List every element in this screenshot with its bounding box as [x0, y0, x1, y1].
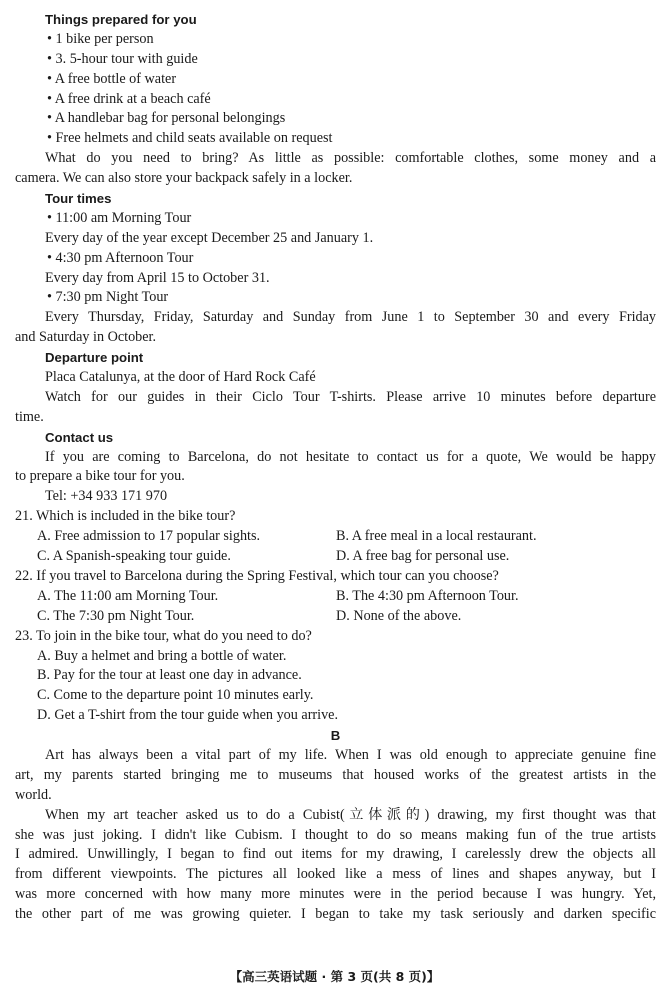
passage-line: the other part of me was growing quieter. I began to take my task seriously and darken specific: [15, 906, 656, 923]
option-c: C. A Spanish-speaking tour guide.: [37, 548, 231, 565]
option-a: A. Free admission to 17 popular sights.: [37, 528, 261, 545]
watch-text-line: time.: [15, 408, 44, 425]
bring-text-line: What do you need to bring? As little as possible: comfortable clothes, some money and a: [45, 150, 656, 167]
passage-line: world.: [15, 786, 52, 803]
option-a: A. The 11:00 am Morning Tour.: [37, 587, 219, 604]
question-22: 22. If you travel to Barcelona during the Spring Festival, which tour can you choose?: [15, 567, 499, 584]
option-c: C. Come to the departure point 10 minutes early.: [37, 687, 314, 704]
passage-line: was more concerned with how many more minutes were in the period because I was hungry. Yet,: [15, 886, 656, 903]
morning-tour: • 11:00 am Morning Tour: [47, 209, 192, 226]
option-b: B. A free meal in a local restaurant.: [336, 528, 537, 545]
options-row: [15, 527, 656, 547]
passage-line: she was just joking. I didn't like Cubism. I thought to do so means making fun of the true artists: [15, 826, 656, 843]
list-item: • A handlebar bag for personal belongings: [47, 110, 286, 127]
bring-text-line: camera. We can also store your backpack safely in a locker.: [15, 170, 353, 187]
afternoon-tour: • 4:30 pm Afternoon Tour: [47, 249, 194, 266]
option-d: D. A free bag for personal use.: [336, 548, 510, 565]
contact-text-line: If you are coming to Barcelona, do not hesitate to contact us for a quote, We would be happy: [45, 448, 656, 465]
watch-text-line: Watch for our guides in their Ciclo Tour T-shirts. Please arrive 10 minutes before departure: [45, 388, 656, 405]
list-item: • A free bottle of water: [47, 70, 177, 87]
options-row: [15, 547, 656, 567]
things-heading: Things prepared for you: [45, 12, 197, 27]
options-row: [15, 587, 656, 607]
list-item: • 1 bike per person: [47, 30, 154, 47]
question-21: 21. Which is included in the bike tour?: [15, 508, 236, 525]
page-footer: 【高三英语试题 · 第 3 页(共 8 页)】: [229, 969, 440, 984]
option-c: C. The 7:30 pm Night Tour.: [37, 607, 195, 624]
list-item: • A free drink at a beach café: [47, 90, 211, 107]
passage-line: art, my parents started bringing me to museums that housed works of the greatest artists in the: [15, 766, 656, 783]
option-d: D. None of the above.: [336, 607, 462, 624]
option-a: A. Buy a helmet and bring a bottle of water.: [37, 647, 287, 664]
passage-line: I admired. Unwillingly, I began to find out items for my drawing, I carelessly drew the objects all: [15, 846, 656, 863]
night-tour: • 7:30 pm Night Tour: [47, 289, 169, 306]
departure-heading: Departure point: [45, 350, 144, 366]
morning-tour-desc: Every day of the year except December 25 and January 1.: [45, 229, 374, 246]
passage-line: Art has always been a vital part of my life. When I was old enough to appreciate genuine fine: [45, 746, 656, 763]
passage-line: When my art teacher asked us to do a Cubist(立体派的) drawing, my first thought was that: [45, 806, 656, 823]
option-b: B. Pay for the tour at least one day in advance.: [37, 667, 302, 684]
night-tour-desc: and Saturday in October.: [15, 329, 157, 346]
question-23: 23. To join in the bike tour, what do you need to do?: [15, 627, 312, 644]
contact-heading: Contact us: [45, 429, 114, 445]
departure-place: Placa Catalunya, at the door of Hard Rock Café: [45, 369, 316, 386]
night-tour-desc: Every Thursday, Friday, Saturday and Sunday from June 1 to September 30 and every Friday: [45, 309, 656, 326]
options-row: [15, 607, 656, 627]
list-item: • Free helmets and child seats available on request: [47, 130, 333, 147]
tour-times-heading: Tour times: [45, 191, 112, 207]
afternoon-tour-desc: Every day from April 15 to October 31.: [45, 269, 270, 286]
option-b: B. The 4:30 pm Afternoon Tour.: [336, 587, 519, 604]
contact-text-line: to prepare a bike tour for you.: [15, 468, 185, 485]
section-b-label: B: [330, 728, 341, 744]
exam-page: [15, 10, 656, 925]
list-item: • 3. 5-hour tour with guide: [47, 50, 198, 67]
passage-line: from different viewpoints. The pictures all looked like a mess of lines and shapes anyway, but I: [15, 866, 656, 883]
contact-tel: Tel: +34 933 171 970: [45, 488, 168, 505]
option-d: D. Get a T-shirt from the tour guide when you arrive.: [37, 707, 339, 724]
